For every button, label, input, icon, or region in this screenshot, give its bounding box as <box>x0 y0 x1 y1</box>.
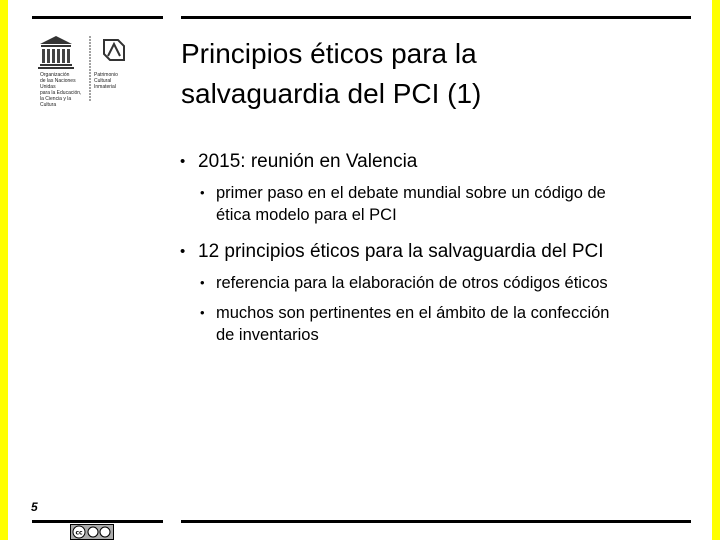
sub-bullet-text-line-2: de inventarios <box>216 326 319 344</box>
pci-name: Patrimonio Cultural Inmaterial <box>94 72 118 90</box>
sub-bullet-item <box>176 182 706 226</box>
bottom-left-rule <box>32 520 163 523</box>
page-number: 5 <box>31 500 38 514</box>
top-right-rule <box>181 16 691 19</box>
sub-bullet-text-line-1: primer paso en el debate mundial sobre un código de <box>216 184 606 202</box>
sub-bullet-text-line-1: referencia para la elaboración de otros códigos éticos <box>216 274 608 292</box>
title-line-1: Principios éticos para la <box>181 38 477 69</box>
bottom-right-rule <box>181 520 691 523</box>
unesco-org-name: Organización de las Naciones Unidas para la Educación, la Ciencia y la Cultura <box>40 72 82 108</box>
bullet-item <box>176 150 706 174</box>
bullet-icon: • <box>200 185 205 200</box>
top-left-rule <box>32 16 163 19</box>
title-line-2: salvaguardia del PCI (1) <box>181 78 482 109</box>
sub-bullet-item <box>176 272 706 294</box>
bullet-icon: • <box>200 305 205 320</box>
sub-bullet-item <box>176 302 706 346</box>
bullet-item <box>176 240 706 264</box>
svg-text:cc: cc <box>75 529 83 537</box>
slide-title <box>181 34 701 114</box>
bullet-icon: • <box>180 243 186 260</box>
sub-bullet-text-line-2: ética modelo para el PCI <box>216 206 397 224</box>
bullet-icon: • <box>200 275 205 290</box>
unesco-ich-logo <box>32 34 132 106</box>
bullet-list <box>176 150 706 350</box>
cc-license-icon <box>70 524 114 540</box>
slide <box>8 0 712 540</box>
bullet-text: 2015: reunión en Valencia <box>198 151 418 172</box>
bullet-text: 12 principios éticos para la salvaguardia del PCI <box>198 241 604 262</box>
sub-bullet-text-line-1: muchos son pertinentes en el ámbito de la confección <box>216 304 610 322</box>
bullet-icon: • <box>180 153 186 170</box>
